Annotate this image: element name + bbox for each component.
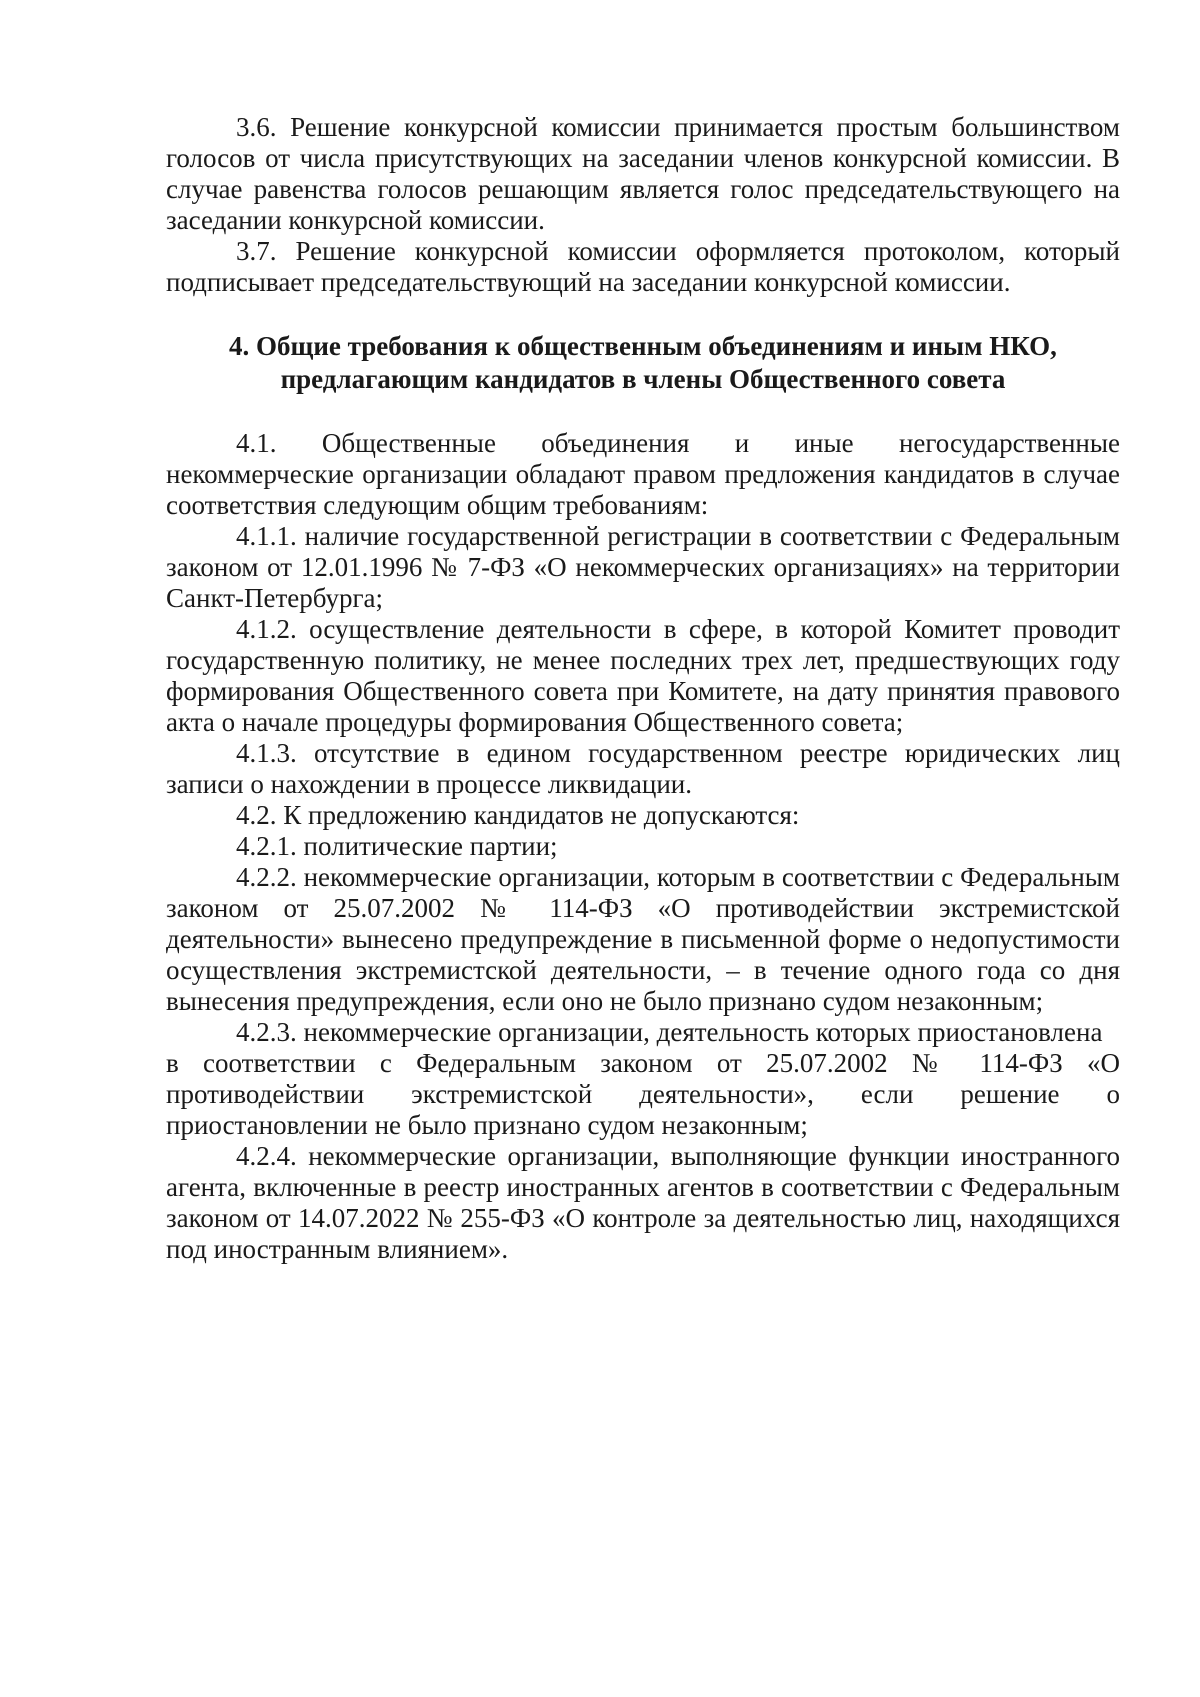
paragraph-4-2-3-start: 4.2.3. некоммерческие организации, деятельность которых приостановлена [236, 1017, 1103, 1047]
section-4-heading [166, 330, 1120, 396]
paragraph-4-1-1: 4.1.1. наличие государственной регистрации в соответствии с Федеральным законом от 12.01.1996 № 7-ФЗ «О некоммерческих организациях» на территории Санкт-Петербурга; [166, 521, 1120, 613]
paragraph-4-2: 4.2. К предложению кандидатов не допускаются: [236, 800, 800, 830]
paragraph-4-1: 4.1. Общественные объединения и иные негосударственные некоммерческие организации обладают правом предложения кандидатов в случае соответствия следующим общим требованиям: [166, 428, 1120, 520]
section-4-heading-line-1: 4. Общие требования к общественным объединениям и иным НКО, [229, 331, 1057, 361]
paragraph-4-1-2: 4.1.2. осуществление деятельности в сфере, в которой Комитет проводит государственную политику, не менее последних трех лет, предшествующих году формирования Общественного совета при Комитете, на дату принятия правового акта о начале процедуры формирования Общественного совета; [166, 614, 1120, 737]
paragraph-4-2-4: 4.2.4. некоммерческие организации, выполняющие функции иностранного агента, включенные в реестр иностранных агентов в соответствии с Федеральным законом от 14.07.2022 № 255-ФЗ «О контроле за деятельностью лиц, находящихся под иностранным влиянием». [166, 1141, 1120, 1264]
section-4-heading-line-2: предлагающим кандидатов в члены Общественного совета [280, 364, 1006, 394]
document-body [166, 112, 1120, 1265]
paragraph-4-2-3-continuation: в соответствии с Федеральным законом от 25.07.2002 № 114-ФЗ «О противодействии экстремистской деятельности», если решение о приостановлении не было признано судом незаконным; [166, 1048, 1120, 1140]
paragraph-3-6: 3.6. Решение конкурсной комиссии принимается простым большинством голосов от числа присутствующих на заседании членов конкурсной комиссии. В случае равенства голосов решающим является голос председательствующего на заседании конкурсной комиссии. [166, 112, 1120, 235]
paragraph-4-1-3: 4.1.3. отсутствие в едином государственном реестре юридических лиц записи о нахождении в процессе ликвидации. [166, 738, 1120, 799]
paragraph-4-2-2: 4.2.2. некоммерческие организации, которым в соответствии с Федеральным законом от 25.07.2002 № 114-ФЗ «О противодействии экстремистской деятельности» вынесено предупреждение в письменной форме о недопустимости осуществления экстремистской деятельности, – в течение одного года со дня вынесения предупреждения, если оно не было признано судом незаконным; [166, 862, 1120, 1016]
paragraph-4-2-1: 4.2.1. политические партии; [236, 831, 558, 861]
paragraph-3-7: 3.7. Решение конкурсной комиссии оформляется протоколом, который подписывает председательствующий на заседании конкурсной комиссии. [166, 236, 1120, 297]
